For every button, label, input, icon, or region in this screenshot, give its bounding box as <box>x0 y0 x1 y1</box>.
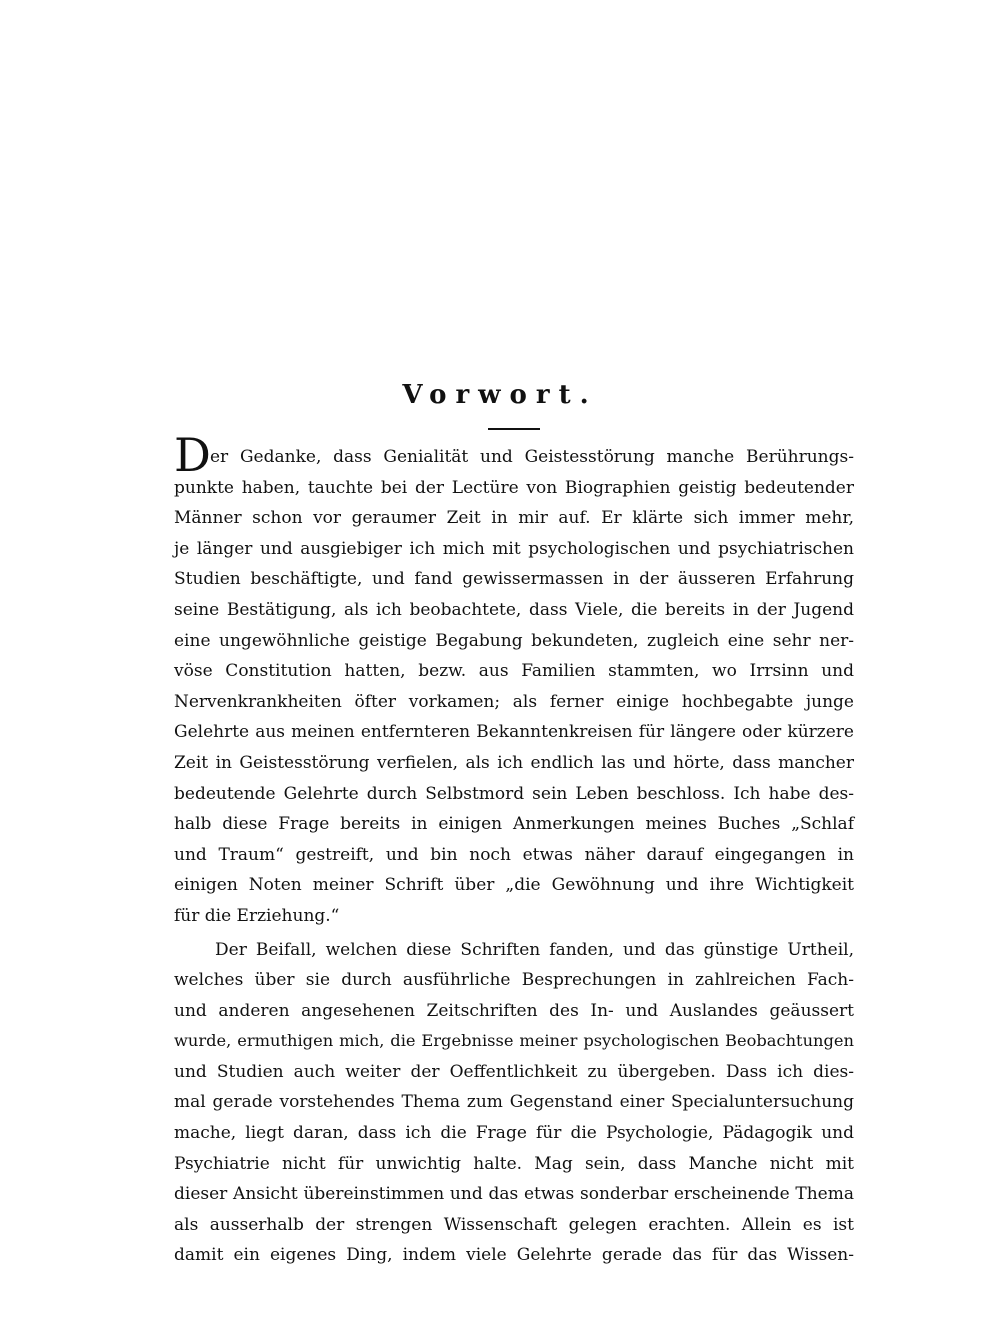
text-line: D er Gedanke, dass Genialität und Geistesstörung manche Berührungs- <box>174 428 854 482</box>
text-line: dieser Ansicht übereinstimmen und das etwas sonderbar erscheinende Thema <box>174 1184 854 1205</box>
text-line: eine ungewöhnliche geistige Begabung bekundeten, zugleich eine sehr ner- <box>174 630 854 651</box>
text-line: Nervenkrankheiten öfter vorkamen; als ferner einige hochbegabte junge <box>174 691 854 712</box>
text-line: bedeutende Gelehrte durch Selbstmord sein Leben beschloss. Ich habe des- <box>174 783 854 804</box>
text-line: mache, liegt daran, dass ich die Frage für die Psychologie, Pädagogik und <box>174 1123 854 1144</box>
heading-rule <box>488 428 540 430</box>
page-heading: Vorwort. <box>402 380 598 410</box>
paragraph-1 <box>174 428 854 932</box>
text-line: punkte haben, tauchte bei der Lectüre von Biographien geistig bedeutender <box>174 477 854 498</box>
text-line: damit ein eigenes Ding, indem viele Gelehrte gerade das für das Wissen- <box>174 1245 854 1266</box>
text-line: halb diese Frage bereits in einigen Anmerkungen meines Buches „Schlaf <box>174 814 854 835</box>
text-line: für die Erziehung.“ <box>174 905 340 926</box>
text-line: und anderen angesehenen Zeitschriften des In- und Auslandes geäussert <box>174 1000 854 1021</box>
text-line: Studien beschäftigte, und fand gewissermassen in der äusseren Erfahrung <box>174 569 854 590</box>
drop-cap: D <box>174 428 211 482</box>
text-line: Gelehrte aus meinen entfernteren Bekanntenkreisen für längere oder kürzere <box>174 722 854 743</box>
text-line: welches über sie durch ausführliche Besprechungen in zahlreichen Fach- <box>174 970 854 991</box>
text-line: und Studien auch weiter der Oeffentlichkeit zu übergeben. Dass ich dies- <box>174 1061 854 1082</box>
paragraph-2 <box>174 935 854 1272</box>
text-line: Psychiatrie nicht für unwichtig halte. Mag sein, dass Manche nicht mit <box>174 1153 854 1174</box>
text-line: einigen Noten meiner Schrift über „die Gewöhnung und ihre Wichtigkeit <box>174 875 854 896</box>
text-line: seine Bestätigung, als ich beobachtete, dass Viele, die bereits in der Jugend <box>174 599 854 620</box>
text-line: und Traum“ gestreift, und bin noch etwas näher darauf eingegangen in <box>174 844 854 865</box>
text-line: wurde, ermuthigen mich, die Ergebnisse meiner psychologischen Beobachtungen <box>174 1031 854 1051</box>
text-line: mal gerade vorstehendes Thema zum Gegenstand einer Specialuntersuchung <box>174 1092 854 1113</box>
body-text <box>174 428 854 1271</box>
text-line: vöse Constitution hatten, bezw. aus Familien stammten, wo Irrsinn und <box>174 661 854 682</box>
text-line: als ausserhalb der strengen Wissenschaft gelegen erachten. Allein es ist <box>174 1214 854 1235</box>
text-line: Der Beifall, welchen diese Schriften fanden, und das günstige Urtheil, <box>215 939 854 960</box>
text-line: je länger und ausgiebiger ich mich mit psychologischen und psychiatrischen <box>174 538 854 559</box>
text-line: Männer schon vor geraumer Zeit in mir auf. Er klärte sich immer mehr, <box>174 508 854 529</box>
text-line: Zeit in Geistesstörung verfielen, als ich endlich las und hörte, dass mancher <box>174 752 854 773</box>
